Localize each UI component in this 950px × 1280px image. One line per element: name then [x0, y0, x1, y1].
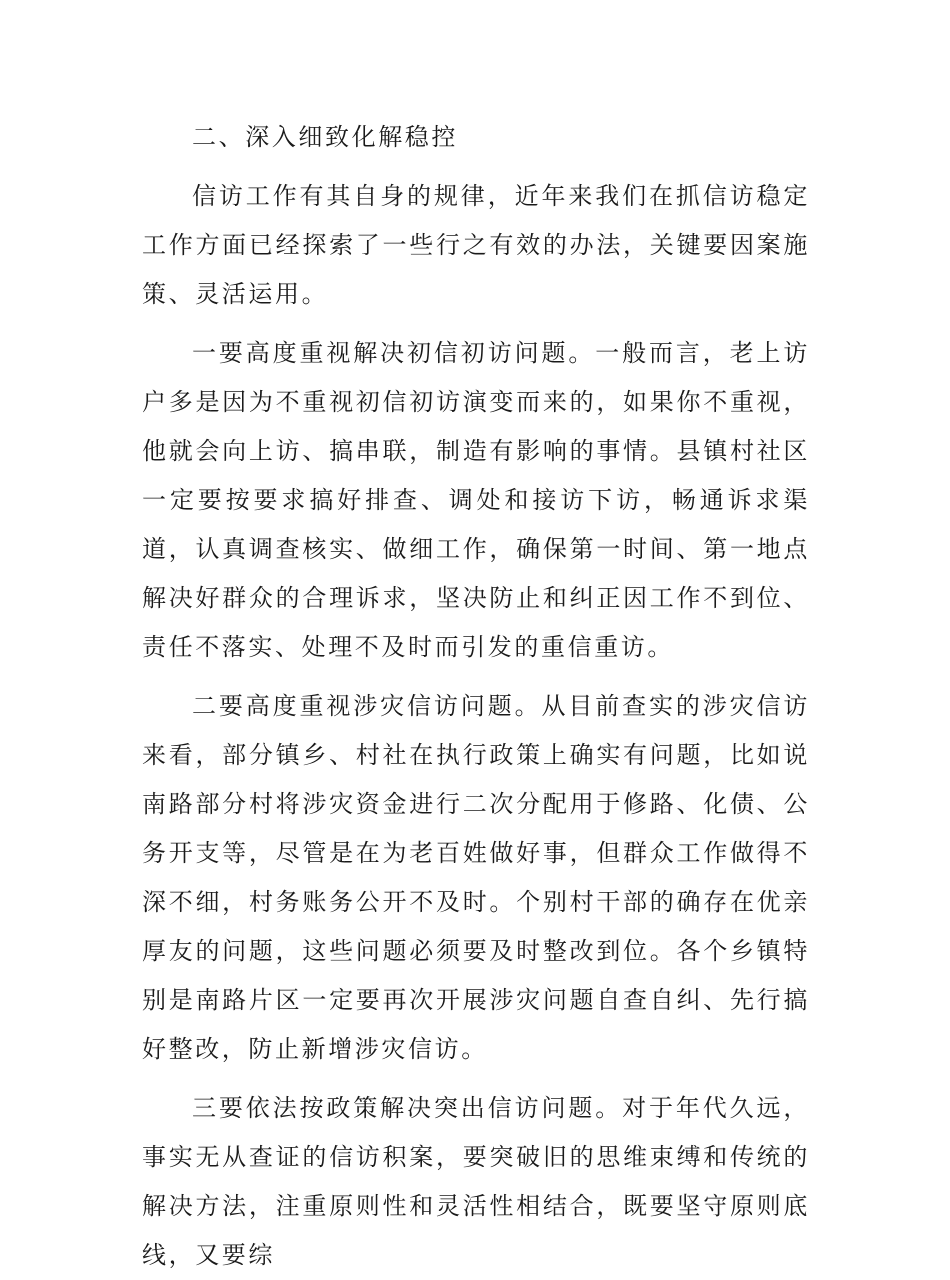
paragraph-spacer: [142, 1074, 810, 1084]
paragraph-point-two: 二要高度重视涉灾信访问题。从目前查实的涉灾信访来看，部分镇乡、村社在执行政策上确实有问题，比如说南路部分村将涉灾资金进行二次分配用于修路、化债、公务开支等，尽管是在为老百姓做好事，但群众工作做得不深不细，村务账务公开不及时。个别村干部的确存在优亲厚友的问题，这些问题必须要及时整改到位。各个乡镇特别是南路片区一定要再次开展涉灾问题自查自纠、先行搞好整改，防止新增涉灾信访。: [142, 692, 810, 1063]
paragraph-spacer: [142, 319, 810, 329]
paragraph-spacer: [142, 162, 810, 172]
paragraph-spacer: [142, 672, 810, 682]
paragraph-intro: 信访工作有其自身的规律，近年来我们在抓信访稳定工作方面已经探索了一些行之有效的办法，关键要因案施策、灵活运用。: [142, 182, 810, 308]
paragraph-point-one: 一要高度重视解决初信初访问题。一般而言，老上访户多是因为不重视初信初访演变而来的，如果你不重视，他就会向上访、搞串联，制造有影响的事情。县镇村社区一定要按要求搞好排查、调处和接访下访，畅通诉求渠道，认真调查核实、做细工作，确保第一时间、第一地点解决好群众的合理诉求，坚决防止和纠正因工作不到位、责任不落实、处理不及时而引发的重信重访。: [142, 339, 810, 661]
section-heading: 二、深入细致化解稳控: [192, 123, 458, 151]
paragraph-point-three: 三要依法按政策解决突出信访问题。对于年代久远，事实无从查证的信访积案，要突破旧的思维束缚和传统的解决方法，注重原则性和灵活性相结合，既要坚守原则底线，又要综: [142, 1094, 810, 1269]
document-body: [142, 113, 810, 1280]
